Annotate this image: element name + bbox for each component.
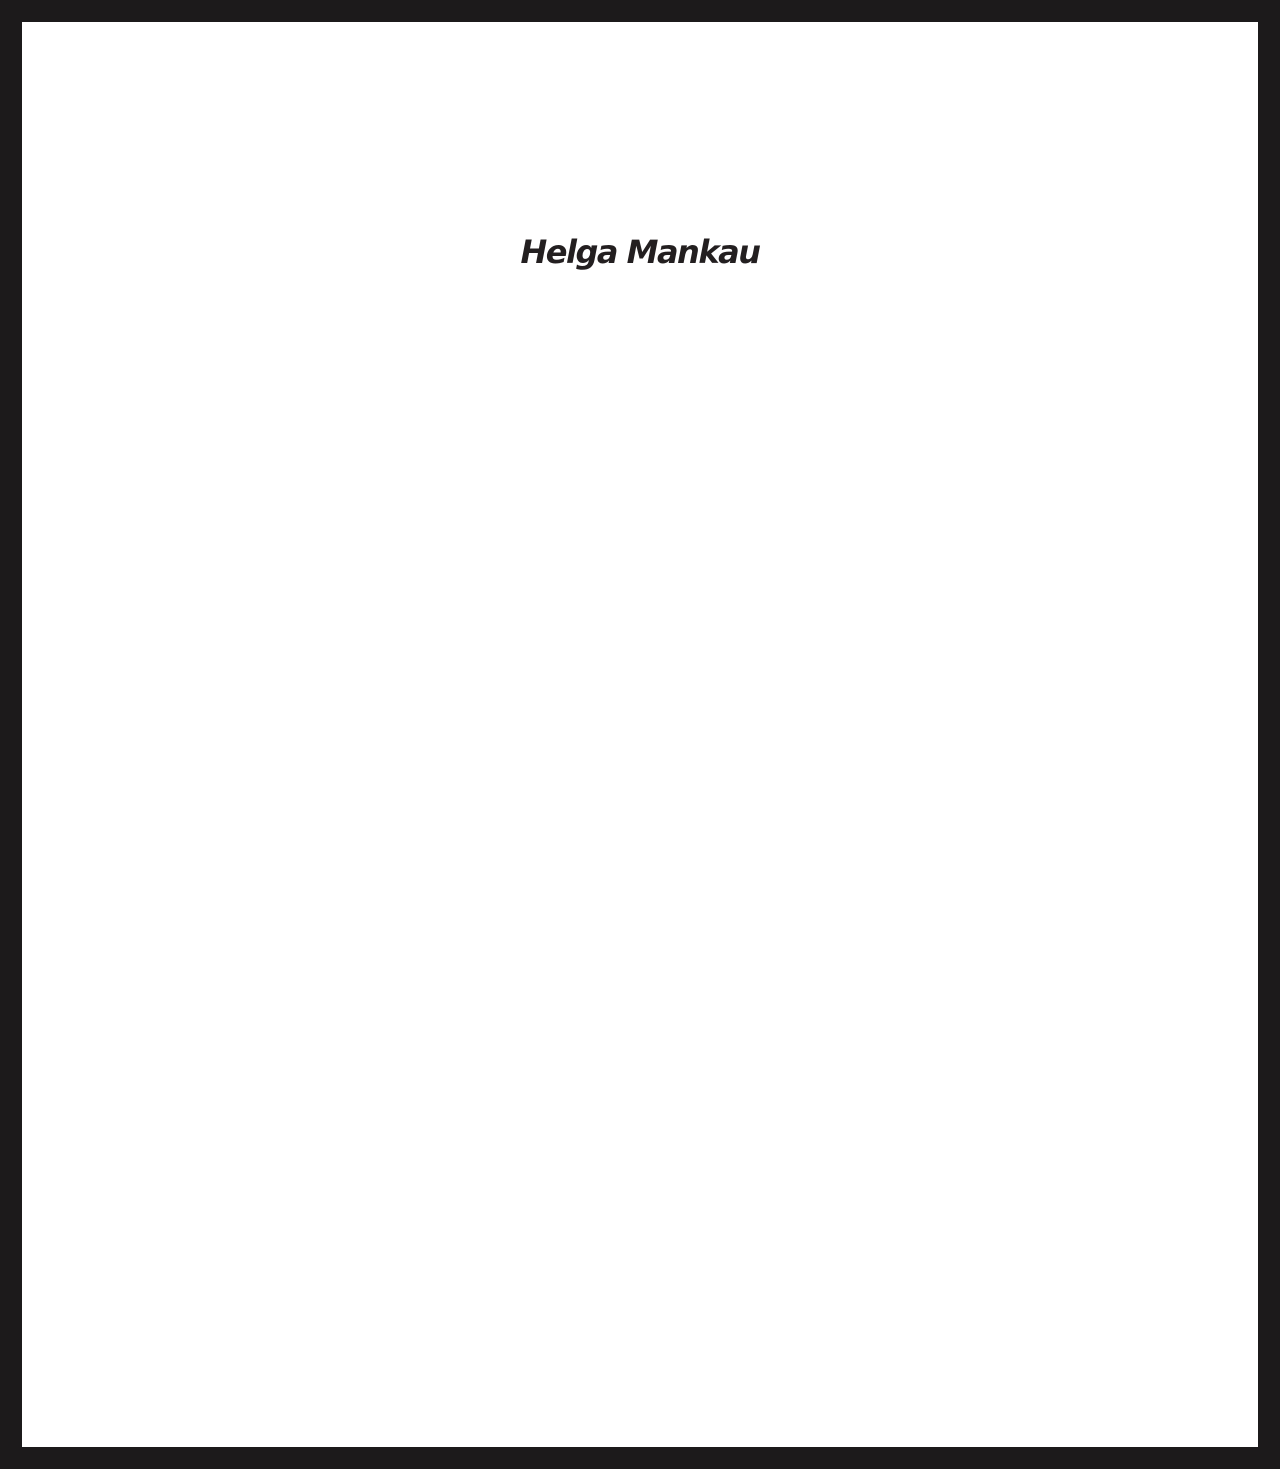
deceased-name: Helga Mankau	[520, 233, 760, 271]
